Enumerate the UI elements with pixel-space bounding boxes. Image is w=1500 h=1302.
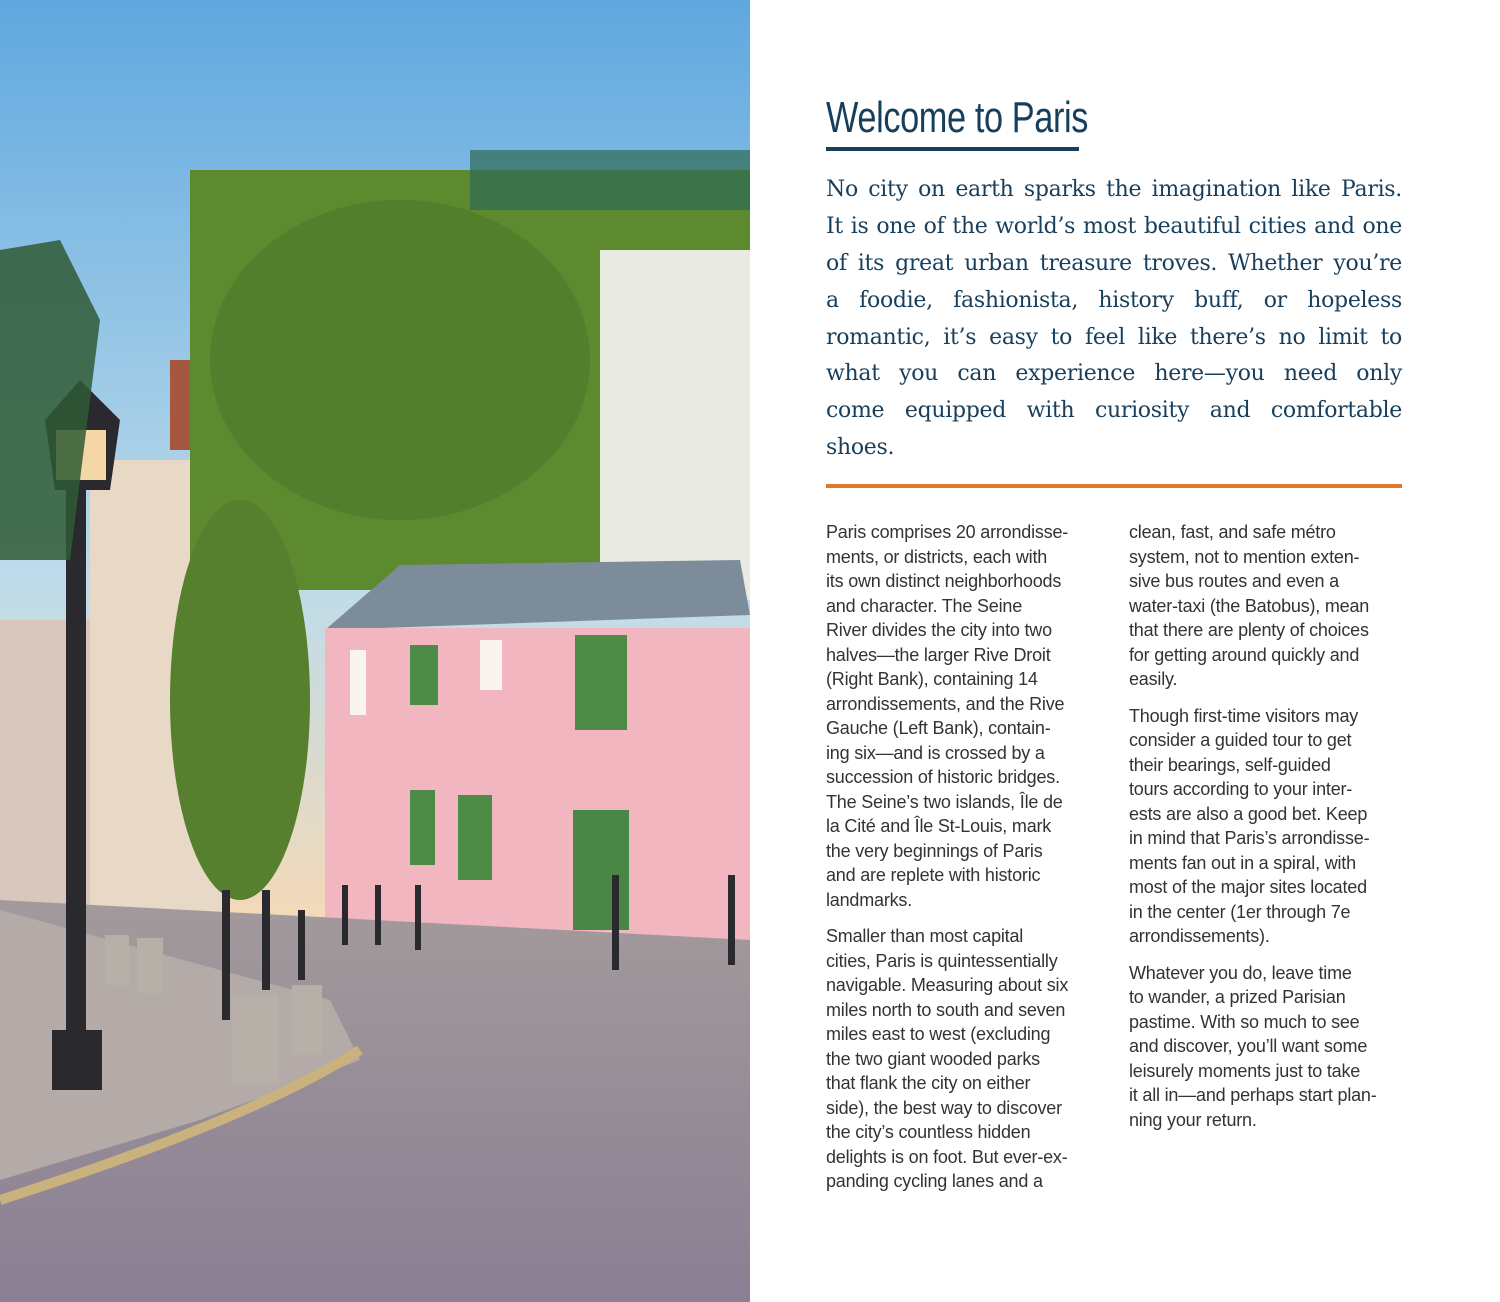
body-line: and character. The Seine [826, 595, 1023, 616]
intro-line: No city on earth sparks the imagination like Paris. [826, 177, 1402, 202]
body-line: side), the best way to discover [826, 1097, 1062, 1118]
body-line: Though first-time visitors may [1129, 705, 1359, 726]
body-line: the two giant wooded parks [826, 1048, 1040, 1069]
body-line: in the center (1er through 7e [1129, 901, 1351, 922]
body-column-right [1129, 520, 1414, 1144]
intro-line: shoes. [826, 435, 895, 461]
intro-line: what you can experience here—you need only [826, 361, 1402, 387]
body-line: clean, fast, and safe métro [1129, 522, 1336, 542]
body-line: ests are also a good bet. Keep [1129, 803, 1368, 824]
body-line: arrondissements). [1129, 926, 1270, 946]
body-line: (Right Bank), containing 14 [826, 669, 1038, 689]
body-line: leisurely moments just to take [1129, 1060, 1361, 1081]
body-line: delights is on foot. But ever-ex- [826, 1146, 1068, 1167]
body-paragraph [1129, 961, 1414, 1133]
body-line: the very beginnings of Paris [826, 840, 1043, 861]
body-line: Whatever you do, leave time [1129, 962, 1352, 983]
title-underline [826, 147, 1079, 151]
body-line: and are replete with historic [826, 865, 1041, 885]
body-line: arrondissements, and the Rive [826, 693, 1065, 714]
body-line: to wander, a prized Parisian [1129, 987, 1346, 1007]
body-line: cities, Paris is quintessentially [826, 950, 1058, 971]
body-line: la Cité and Île St-Louis, mark [826, 816, 1052, 836]
body-line: halves—the larger Rive Droit [826, 644, 1051, 665]
body-paragraph [1129, 704, 1414, 949]
body-line: pastime. With so much to see [1129, 1011, 1360, 1032]
body-line: its own distinct neighborhoods [826, 571, 1062, 591]
page-title: Welcome to Paris [826, 93, 1089, 142]
body-line: miles east to west (excluding [826, 1024, 1051, 1044]
body-line: miles north to south and seven [826, 999, 1066, 1020]
body-line: navigable. Measuring about six [826, 975, 1069, 995]
body-paragraph [826, 520, 1111, 912]
body-line: tours according to your inter- [1129, 779, 1353, 799]
body-line: system, not to mention exten- [1129, 546, 1360, 567]
body-line: in mind that Paris’s arrondisse- [1129, 828, 1370, 848]
body-line: most of the major sites located [1129, 877, 1367, 897]
body-line: landmarks. [826, 889, 913, 910]
section-divider [826, 484, 1402, 488]
body-column-left [826, 520, 1111, 1206]
intro-line: It is one of the world’s most beautiful cities and one [826, 213, 1402, 239]
body-line: for getting around quickly and [1129, 644, 1360, 665]
body-line: ing six—and is crossed by a [826, 742, 1045, 763]
body-line: ments, or districts, each with [826, 546, 1048, 567]
body-line: and discover, you’ll want some [1129, 1036, 1368, 1056]
body-line: the city’s countless hidden [826, 1122, 1031, 1142]
body-line: Paris comprises 20 arrondisse- [826, 522, 1069, 542]
body-line: The Seine’s two islands, Île de [826, 791, 1063, 812]
body-paragraph [826, 924, 1111, 1194]
body-line: their bearings, self-guided [1129, 754, 1331, 775]
body-line: panding cycling lanes and a [826, 1171, 1043, 1191]
body-line: that flank the city on either [826, 1073, 1031, 1093]
intro-line: romantic, it’s easy to feel like there’s no limit to [826, 324, 1402, 350]
intro-line: a foodie, fashionista, history buff, or hopeless [826, 287, 1402, 313]
body-paragraph [1129, 520, 1414, 692]
body-line: ments fan out in a spiral, with [1129, 852, 1356, 873]
body-line: that there are plenty of choices [1129, 620, 1369, 640]
intro-paragraph [826, 172, 1402, 467]
body-line: easily. [1129, 669, 1178, 689]
body-line: Gauche (Left Bank), contain- [826, 718, 1051, 738]
body-line: it all in—and perhaps start plan- [1129, 1085, 1377, 1105]
body-line: water-taxi (the Batobus), mean [1129, 595, 1370, 616]
body-line: Smaller than most capital [826, 926, 1024, 946]
body-line: sive bus routes and even a [1129, 571, 1339, 591]
body-line: consider a guided tour to get [1129, 730, 1352, 750]
body-line: River divides the city into two [826, 620, 1052, 640]
body-line: succession of historic bridges. [826, 767, 1060, 787]
body-line: ning your return. [1129, 1109, 1257, 1130]
intro-line: of its great urban treasure troves. Whether you’re [826, 250, 1402, 276]
intro-line: come equipped with curiosity and comfortable [826, 398, 1402, 424]
